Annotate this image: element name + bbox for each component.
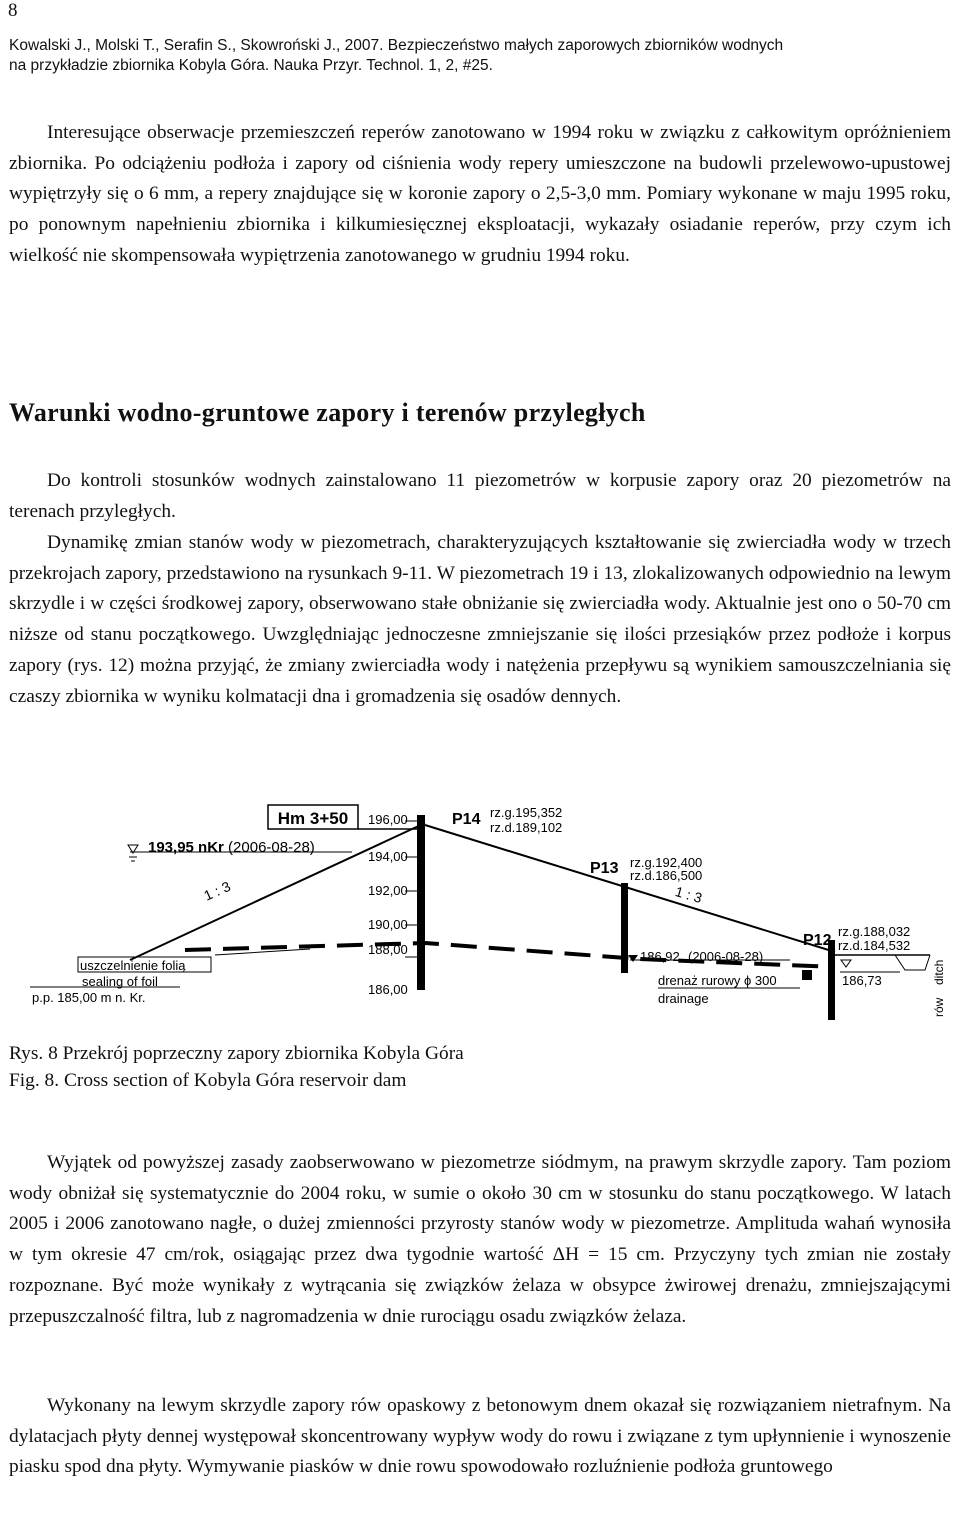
paragraph-5 [9,1391,951,1483]
drain-level-marker-icon [628,955,638,962]
water-level-label: 193,95 nKr (2006-08-28) [148,839,315,856]
downstream-slope-label: 1 : 3 [673,883,704,907]
drain-label-en: drainage [658,991,709,1006]
right-level-marker-icon [841,960,851,967]
paragraph-2 [9,466,951,527]
citation-line-2: na przykładzie zbiornika Kobyla Góra. Nauka Przyr. Technol. 1, 2, #25. [9,57,493,74]
elevation-190: 190,00 [368,917,408,932]
paragraph-3-text: Dynamikę zmian stanów wody w piezometrach, charakteryzujących kształtowanie się zwierciadła wody w trzech przekrojach zapory, przedstawiono na rysunkach 9-11. W piezometrach 19 i 13, zlokalizowanych odpowiednio na lewym skrzydle i w części środkowej zapory, obserwowano stałe obniżanie się zwierciadła wody. Aktualnie jest ono o 50-70 cm niższe od stanu początkowego. Uwzględniając jednoczesne zmniejszanie się ilości przesiąków przez podłoże i korpus zapory (rys. 12) można przyjąć, że zmiany zwierciadła wody i natężenia przepływu są wynikiem samouszczelniania się czaszy zbiornika w wyniku kolmatacji dna i gromadzenia się osadów dennych. [9,532,951,707]
elevation-196: 196,00 [368,812,408,827]
dam-cross-section-figure [0,795,960,1030]
page-number: 8 [8,0,18,21]
paragraph-4-text: Wyjątek od powyższej zasady zaobserwowano w piezometrze siódmym, na prawym skrzydle zapory. Tam poziom wody obniżał się systematycznie do 2004 roku, w sumie o około 30 cm w stosunku do stanu początkowego. W latach 2005 i 2006 zanotowano nagłe, o dużej zmienności przyrosty stanów wody w piezometrze. Amplituda wahań wynosiła w tym okresie 47 cm/rok, osiągając przez dwa tygodnie wartość ΔH = 15 cm. Przyczyny tych zmian nie zostały rozpoznane. Być może wynikały z wytrącania się związków żelaza w obsypce żwirowej drenażu, zmniejszającymi przepuszczalność filtra, lub z nagromadzenia w dnie rurociągu osadu związków żelaza. [9,1152,951,1327]
ditch-outline [895,955,930,970]
figure-caption-pl: Rys. 8 Przekrój poprzeczny zapory zbiornika Kobyla Góra [9,1043,464,1064]
citation-line-1: Kowalski J., Molski T., Serafin S., Skowroński J., 2007. Bezpieczeństwo małych zaporowych zbiorników wodnych [9,37,784,54]
p13-top-level: rz.g.192,400 [630,855,703,870]
drain-level: 186,92 [640,949,680,964]
paragraph-2-text: Do kontroli stosunków wodnych zainstalowano 11 piezometrów w korpusie zapory oraz 20 piezometrów na terenach przyległych. [9,470,951,522]
p12-bottom-level: rz.d.184,532 [838,938,911,953]
elevation-192: 192,00 [368,883,408,898]
right-level: 186,73 [842,973,882,988]
piezometer-p14 [417,815,425,990]
p13-name: P13 [590,860,619,877]
elevation-186: 186,00 [368,982,408,997]
p14-bottom-level: rz.d.189,102 [490,820,563,835]
drain-label-pl: drenaż rurowy ϕ 300 [658,973,777,988]
upstream-slope-label: 1 : 3 [201,877,233,904]
seal-label-en: sealing of foil [82,974,158,989]
p14-name: P14 [452,811,481,828]
seal-label-pl: uszczelnienie folią [80,958,186,973]
paragraph-1 [9,118,951,272]
paragraph-3 [9,528,951,712]
ditch-label-en: ditch [932,959,946,985]
elevation-188: 188,00 [368,942,408,957]
downstream-slope [425,825,835,952]
drain-date: (2006-08-28) [688,949,764,964]
p12-name: P12 [803,932,832,949]
paragraph-5-text: Wykonany na lewym skrzydle zapory rów opaskowy z betonowym dnem okazał się rozwiązaniem nietrafnym. Na dylatacjach płyty dennej występował skoncentrowany wypływ wody do rowu i związane z tym upłynnienie i wynoszenie piasku spod dna płyty. Wymywanie piasków w dnie rowu spowodowało rozluźnienie podłoża gruntowego [9,1395,951,1478]
p14-top-level: rz.g.195,352 [490,805,563,820]
p12-top-level: rz.g.188,032 [838,924,911,939]
section-heading: Warunki wodno-gruntowe zapory i terenów przyległych [9,398,646,427]
elevation-194: 194,00 [368,849,408,864]
ditch-label-pl: rów [932,997,946,1017]
paragraph-4 [9,1148,951,1332]
p13-bottom-level: rz.d.186,500 [630,868,703,883]
base-level-label: p.p. 185,00 m n. Kr. [32,990,146,1005]
paragraph-1-text: Interesujące obserwacje przemieszczeń reperów zanotowano w 1994 roku w związku z całkowitym opróżnieniem zbiornika. Po odciążeniu podłoża i zapory od ciśnienia wody repery umieszczone na budowli przelewowo-upustowej wypiętrzyły się o 6 mm, a repery znajdujące się w koronie zapory o 2,5-3,0 mm. Pomiary wykonane w maju 1995 roku, po ponownym napełnieniu zbiornika i kilkumiesięcznej eksploatacji, wykazały osiadanie reperów, przy czym ich wielkość nie skompensowała wypiętrzenia zanotowanego w grudniu 1994 roku. [9,122,951,266]
citation [9,36,954,76]
section-label: Hm 3+50 [277,809,349,828]
drain-pipe [802,970,812,980]
piezometer-p12 [828,940,835,1020]
figure-caption-en: Fig. 8. Cross section of Kobyla Góra reservoir dam [9,1070,407,1091]
